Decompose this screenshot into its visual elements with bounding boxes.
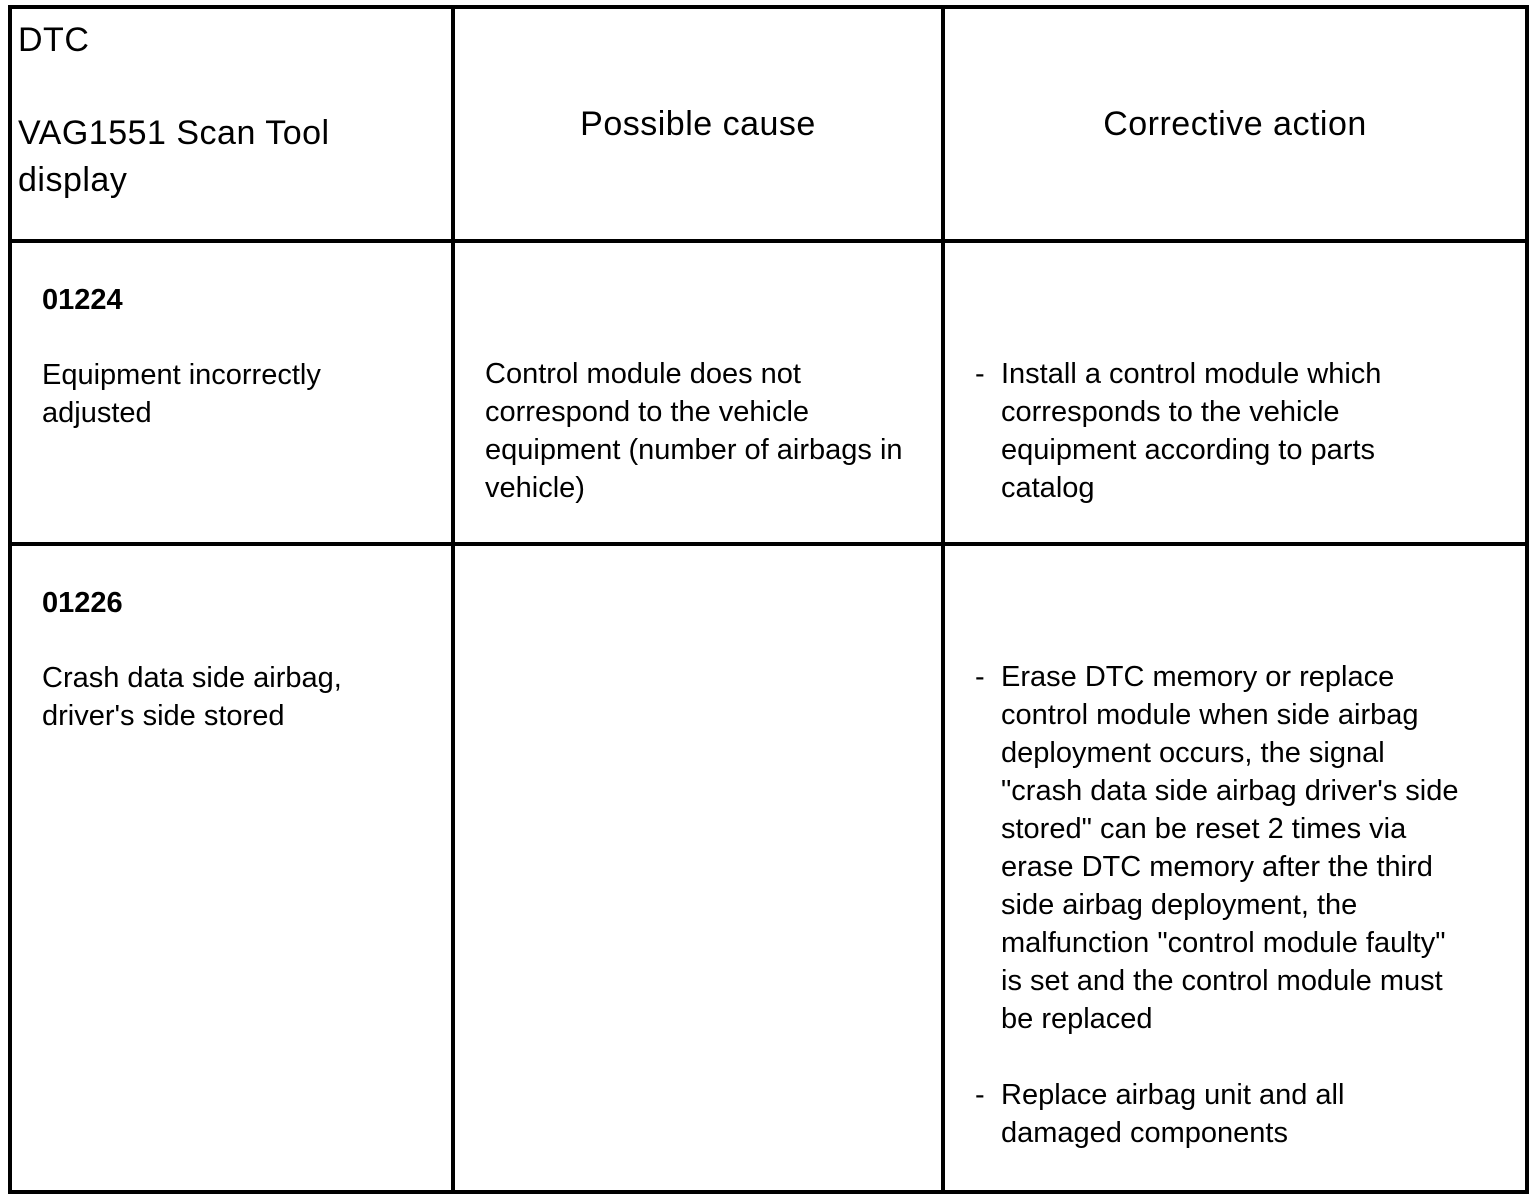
cause-text: Control module does not correspond to the vehicle equipment (number of airbags in vehicle) [485, 358, 903, 504]
cause-cell [453, 241, 943, 544]
header-row [10, 7, 1527, 241]
header-dtc-subtitle: VAG1551 Scan Tool display [18, 114, 330, 199]
header-cause-label: Possible cause [580, 104, 816, 143]
header-action [943, 7, 1527, 241]
dtc-code: 01226 [42, 587, 123, 619]
dtc-table [8, 5, 1529, 1194]
header-cause [453, 7, 943, 241]
dtc-description: Crash data side airbag, driver's side stored [42, 662, 342, 732]
dtc-code: 01224 [42, 284, 123, 316]
header-dtc [10, 7, 453, 241]
action-list [975, 658, 1505, 1152]
action-list [975, 355, 1505, 507]
header-dtc-title: DTC [18, 21, 90, 59]
table-row [10, 241, 1527, 544]
action-item [975, 1076, 1371, 1152]
action-text: Erase DTC memory or replace control module when side airbag deployment occurs, the signal "crash data side airbag driver's side stored" can be reset 2 times via erase DTC memory after the third side airbag deployment, the malfunction "control module faulty" is set and the control module must be replaced [1001, 661, 1459, 1035]
dash-bullet: - [975, 1079, 985, 1111]
header-action-label: Corrective action [1103, 104, 1367, 143]
dash-bullet: - [975, 358, 985, 390]
dtc-description: Equipment incorrectly adjusted [42, 359, 321, 429]
dtc-cell [10, 241, 453, 544]
action-cell [943, 241, 1527, 544]
dtc-cell [10, 544, 453, 1192]
action-cell [943, 544, 1527, 1192]
table-row [10, 544, 1527, 1192]
action-item [975, 355, 1421, 507]
action-text: Install a control module which corresponds to the vehicle equipment according to parts catalog [1001, 358, 1382, 504]
action-text: Replace airbag unit and all damaged components [1001, 1079, 1345, 1149]
dash-bullet: - [975, 661, 985, 693]
action-item [975, 658, 1471, 1038]
cause-cell [453, 544, 943, 1192]
